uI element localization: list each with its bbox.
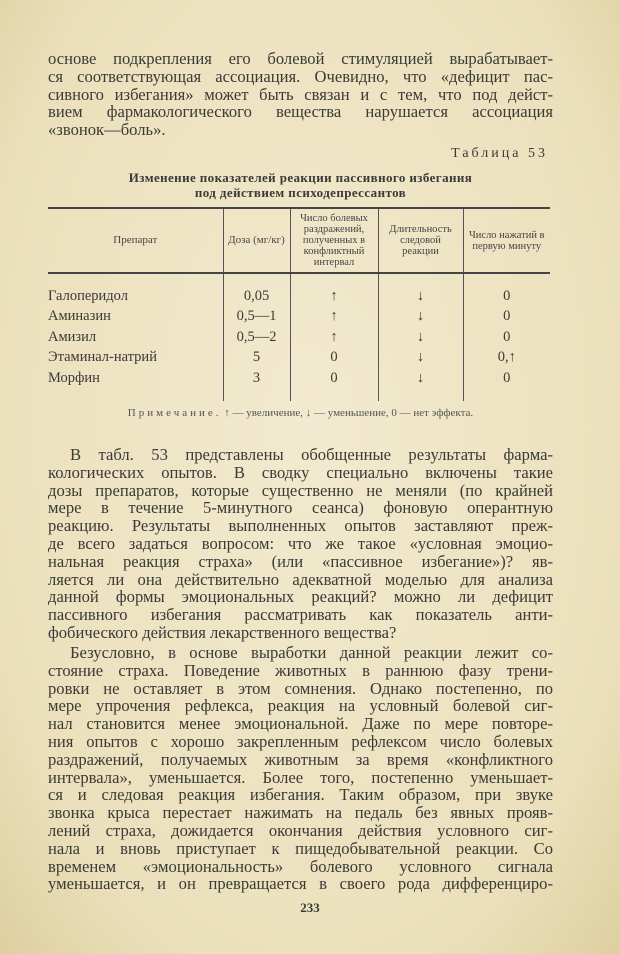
text-line: уменьшается, и он превращается в своего рода дифференциро- [48, 874, 553, 894]
pain-stimuli-cell: ↑ [290, 273, 378, 307]
table-row [48, 327, 550, 348]
text-line: реакцию. Результаты выполненных опытов заставляют преж- [48, 516, 553, 536]
header-trace-duration: Длительность следовой реакции [378, 208, 463, 273]
dose-cell: 0,5—2 [223, 327, 290, 348]
table-note [48, 407, 553, 420]
note-text: ↑ — увеличение, ↓ — уменьшение, 0 — нет эффекта. [224, 407, 474, 419]
text-line: ся соответствующая ассоциация. Очевидно, что «дефицит пас- [48, 66, 553, 86]
pain-stimuli-cell: 0 [290, 348, 378, 369]
trace-duration-cell: ↓ [378, 368, 463, 401]
text-line: нала и вновь приступает к пищедобывательной реакции. Со [48, 838, 553, 858]
text-line: кологических опытов. В сводку специально включены такие [48, 462, 553, 482]
presses-cell: 0 [463, 273, 550, 307]
text-line: вием фармакологического вещества нарушается ассоциация [48, 102, 553, 122]
note-label: Примечание. [127, 407, 222, 419]
text-line: мере в течение 5-минутного сеанса) фоновую оперантную [48, 498, 553, 518]
drug-cell: Амизил [48, 328, 97, 345]
text-line: основе подкрепления его болевой стимуляцией вырабатывает- [48, 49, 553, 68]
page-number: 233 [300, 900, 320, 915]
table-row [48, 348, 550, 369]
table-row [48, 307, 550, 328]
table-header-row [48, 208, 550, 273]
paragraph-2 [48, 446, 553, 642]
text-line: де всего задаться вопросом: что же такое «условная эмоцио- [48, 533, 553, 553]
trace-duration-cell: ↓ [378, 327, 463, 348]
drug-cell: Этаминал-натрий [48, 349, 157, 366]
text-line: «звонок—боль». [48, 120, 166, 140]
presses-cell: 0,↑ [463, 348, 550, 369]
paragraph-3 [48, 644, 553, 893]
drug-cell: Аминазин [48, 308, 111, 325]
text-line: В табл. 53 представлены обобщенные результаты фарма- [70, 445, 553, 464]
pain-stimuli-cell: ↑ [290, 307, 378, 328]
paragraph-1 [48, 50, 553, 139]
text-line: фобического действия лекарственного вещества? [48, 622, 397, 642]
text-line: мере упрочения рефлекса, реакция на условный болевой сиг- [48, 696, 553, 716]
trace-duration-cell: ↓ [378, 273, 463, 307]
drug-cell: Морфин [48, 369, 100, 386]
table-title-line-1: Изменение показателей реакции пассивного избегания [128, 170, 473, 185]
text-line: ляется ли она действительно адекватной моделью для анализа [48, 569, 553, 589]
trace-duration-cell: ↓ [378, 348, 463, 369]
header-drug: Препарат [48, 208, 223, 273]
text-line: ния опытов с хорошо закрепленным рефлексом число болевых [48, 731, 553, 751]
text-line: Безусловно, в основе выработки данной реакции лежит со- [70, 643, 553, 662]
drug-cell: Галоперидол [48, 287, 128, 304]
text-line: звонка крыса перестает нажимать на педаль без явных прояв- [48, 803, 553, 823]
table-title-line-2: под действием психодепрессантов [194, 185, 407, 200]
presses-cell: 0 [463, 307, 550, 328]
text-line: дозы препаратов, которые существенно не меняли (по крайней [48, 480, 553, 500]
text-line: интервала», уменьшается. Более того, постепенно уменьшает- [48, 767, 553, 787]
header-pain-stimuli: Число болевых раздражений, полученных в конфликтный интервал [290, 208, 378, 273]
text-line: временем «эмоциональность» болевого условного сигнала [48, 856, 553, 876]
text-line: данной формы эмоциональных реакций? можно ли дефицит [48, 587, 553, 607]
text-line: ся и следовая реакция избегания. Таким образом, при звуке [48, 785, 553, 805]
pain-stimuli-cell: 0 [290, 368, 378, 401]
text-line: сивного избегания» может быть связан и с тем, что под дейст- [48, 84, 553, 104]
presses-cell: 0 [463, 368, 550, 401]
table-row [48, 368, 550, 401]
dose-cell: 0,05 [223, 273, 290, 307]
text-line: нал становится менее эмоциональной. Даже по мере повторе- [48, 714, 553, 734]
text-line: стояние страха. Поведение животных в раннюю фазу трени- [48, 660, 553, 680]
table-caption: Таблица 53 [451, 146, 548, 161]
dose-cell: 3 [223, 368, 290, 401]
header-dose: Доза (мг/кг) [223, 208, 290, 273]
dose-cell: 5 [223, 348, 290, 369]
text-line: лений страха, дожидается окончания действия условного сиг- [48, 820, 553, 840]
table-row [48, 273, 550, 307]
trace-duration-cell: ↓ [378, 307, 463, 328]
drug-effects-table [48, 207, 550, 401]
dose-cell: 0,5—1 [223, 307, 290, 328]
header-presses: Число нажатий в первую минуту [463, 208, 550, 273]
text-line: ровки не оставляет в этом сомнения. Однако постепенно, по [48, 678, 553, 698]
text-line: пассивного избегания рассматривать как показатель анти- [48, 605, 553, 625]
pain-stimuli-cell: ↑ [290, 327, 378, 348]
text-line: раздражений, получаемых животным за время «конфликтного [48, 749, 553, 769]
presses-cell: 0 [463, 327, 550, 348]
table-title [48, 170, 553, 200]
text-line: нальная реакция страха» (или «пассивное избегание»)? яв- [48, 551, 553, 571]
